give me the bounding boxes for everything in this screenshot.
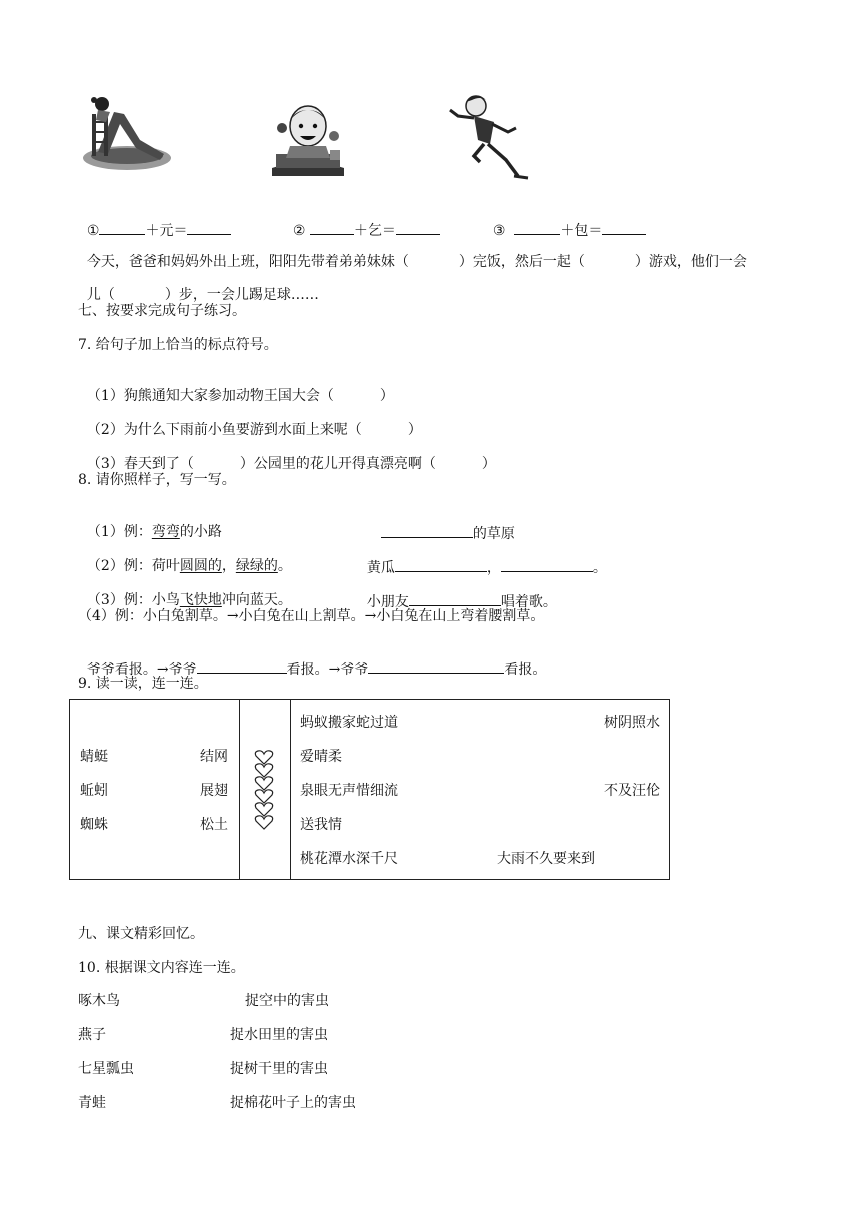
answer-blank[interactable] — [602, 220, 646, 235]
answer-blank[interactable] — [99, 220, 145, 235]
animal-name[interactable]: 燕子 — [78, 1027, 106, 1043]
question-title: 8. 请你照样子，写一写。 — [78, 472, 236, 488]
q8-item-2: （2）例：荷叶圆圆的，绿绿的。 — [86, 558, 292, 574]
question-title: 10. 根据课文内容连一连。 — [78, 960, 245, 976]
girl-on-slide-picture — [80, 92, 174, 174]
divider-column — [240, 700, 291, 880]
q7-item-1: （1）狗熊通知大家参加动物王国大会（ ） — [86, 388, 394, 404]
q8-item-1-answer: 的草原 — [372, 505, 515, 543]
answer-blank[interactable] — [501, 557, 593, 572]
answer-blank[interactable] — [381, 523, 473, 538]
answer-blank[interactable] — [395, 557, 487, 572]
heart-chain-icon — [253, 750, 275, 832]
poem-line[interactable]: 蚂蚁搬家蛇过道 — [300, 715, 398, 731]
insect-column — [70, 700, 240, 880]
answer-blank[interactable] — [396, 220, 440, 235]
formula-3: ③ ＋包＝ — [484, 202, 646, 240]
formula-2: ② ＋乞＝ — [284, 202, 440, 240]
q8-item-2-answer: 黄瓜 ， 。 — [358, 539, 607, 577]
animal-name[interactable]: 七星瓢虫 — [78, 1061, 134, 1077]
insect-action[interactable]: 结网 — [200, 749, 228, 765]
insect-name[interactable]: 蚯蚓 — [80, 783, 108, 799]
insect-action[interactable]: 展翅 — [200, 783, 228, 799]
q8-item-1: （1）例：弯弯的小路 — [86, 524, 222, 540]
poem-line[interactable]: 泉眼无声惜细流 — [300, 783, 398, 799]
section-heading: 七、按要求完成句子练习。 — [78, 303, 246, 319]
answer-blank[interactable] — [514, 220, 560, 235]
formula-1: ① ＋元＝ — [78, 202, 231, 240]
pest-target[interactable]: 捉树干里的害虫 — [230, 1061, 328, 1077]
answer-blank[interactable] — [197, 659, 287, 674]
pest-target[interactable]: 捉水田里的害虫 — [230, 1027, 328, 1043]
q8-item-5: 爷爷看报。→爷爷 看报。→爷爷 看报。 — [78, 641, 546, 679]
poem-column — [291, 700, 670, 880]
insect-name[interactable]: 蜘蛛 — [80, 817, 108, 833]
passage-line-1: 今天，爸爸和妈妈外出上班，阳阳先带着弟弟妹妹（ ）完饭，然后一起（ ）游戏，他们一会 — [86, 254, 747, 270]
passage-line-2: 儿（ ）步，一会儿踢足球…… — [86, 287, 319, 303]
pest-target[interactable]: 捉棉花叶子上的害虫 — [230, 1095, 356, 1111]
section-heading: 九、课文精彩回忆。 — [78, 926, 204, 942]
answer-blank[interactable] — [310, 220, 354, 235]
poem-line[interactable]: 大雨不久要来到 — [497, 851, 595, 867]
answer-blank[interactable] — [187, 220, 231, 235]
answer-blank[interactable] — [409, 591, 501, 606]
q8-item-3: （3）例：小鸟飞快地冲向蓝天。 — [86, 592, 292, 608]
answer-blank[interactable] — [368, 659, 504, 674]
animal-name[interactable]: 啄木鸟 — [78, 993, 120, 1009]
insect-action[interactable]: 松土 — [200, 817, 228, 833]
q8-item-3-answer: 小朋友 唱着歌。 — [358, 573, 557, 611]
question-title: 9. 读一读，连一连。 — [78, 676, 208, 692]
insect-name[interactable]: 蜻蜓 — [80, 749, 108, 765]
q7-item-3: （3）春天到了（ ）公园里的花儿开得真漂亮啊（ ） — [86, 456, 496, 472]
poem-line[interactable]: 送我情 — [300, 817, 342, 833]
poem-line[interactable]: 爱晴柔 — [300, 749, 342, 765]
boy-running-picture — [444, 90, 538, 182]
pest-target[interactable]: 捉空中的害虫 — [245, 993, 329, 1009]
animal-name[interactable]: 青蛙 — [78, 1095, 106, 1111]
matching-table — [69, 699, 670, 880]
poem-line[interactable]: 桃花潭水深千尺 — [300, 851, 398, 867]
question-title: 7. 给句子加上恰当的标点符号。 — [78, 337, 278, 353]
boy-eating-picture — [268, 98, 348, 176]
poem-line[interactable]: 树阴照水 — [604, 715, 660, 731]
q7-item-2: （2）为什么下雨前小鱼要游到水面上来呢（ ） — [86, 422, 422, 438]
poem-line[interactable]: 不及汪伦 — [604, 783, 660, 799]
q8-item-4: （4）例：小白兔割草。→小白兔在山上割草。→小白兔在山上弯着腰割草。 — [78, 608, 545, 624]
